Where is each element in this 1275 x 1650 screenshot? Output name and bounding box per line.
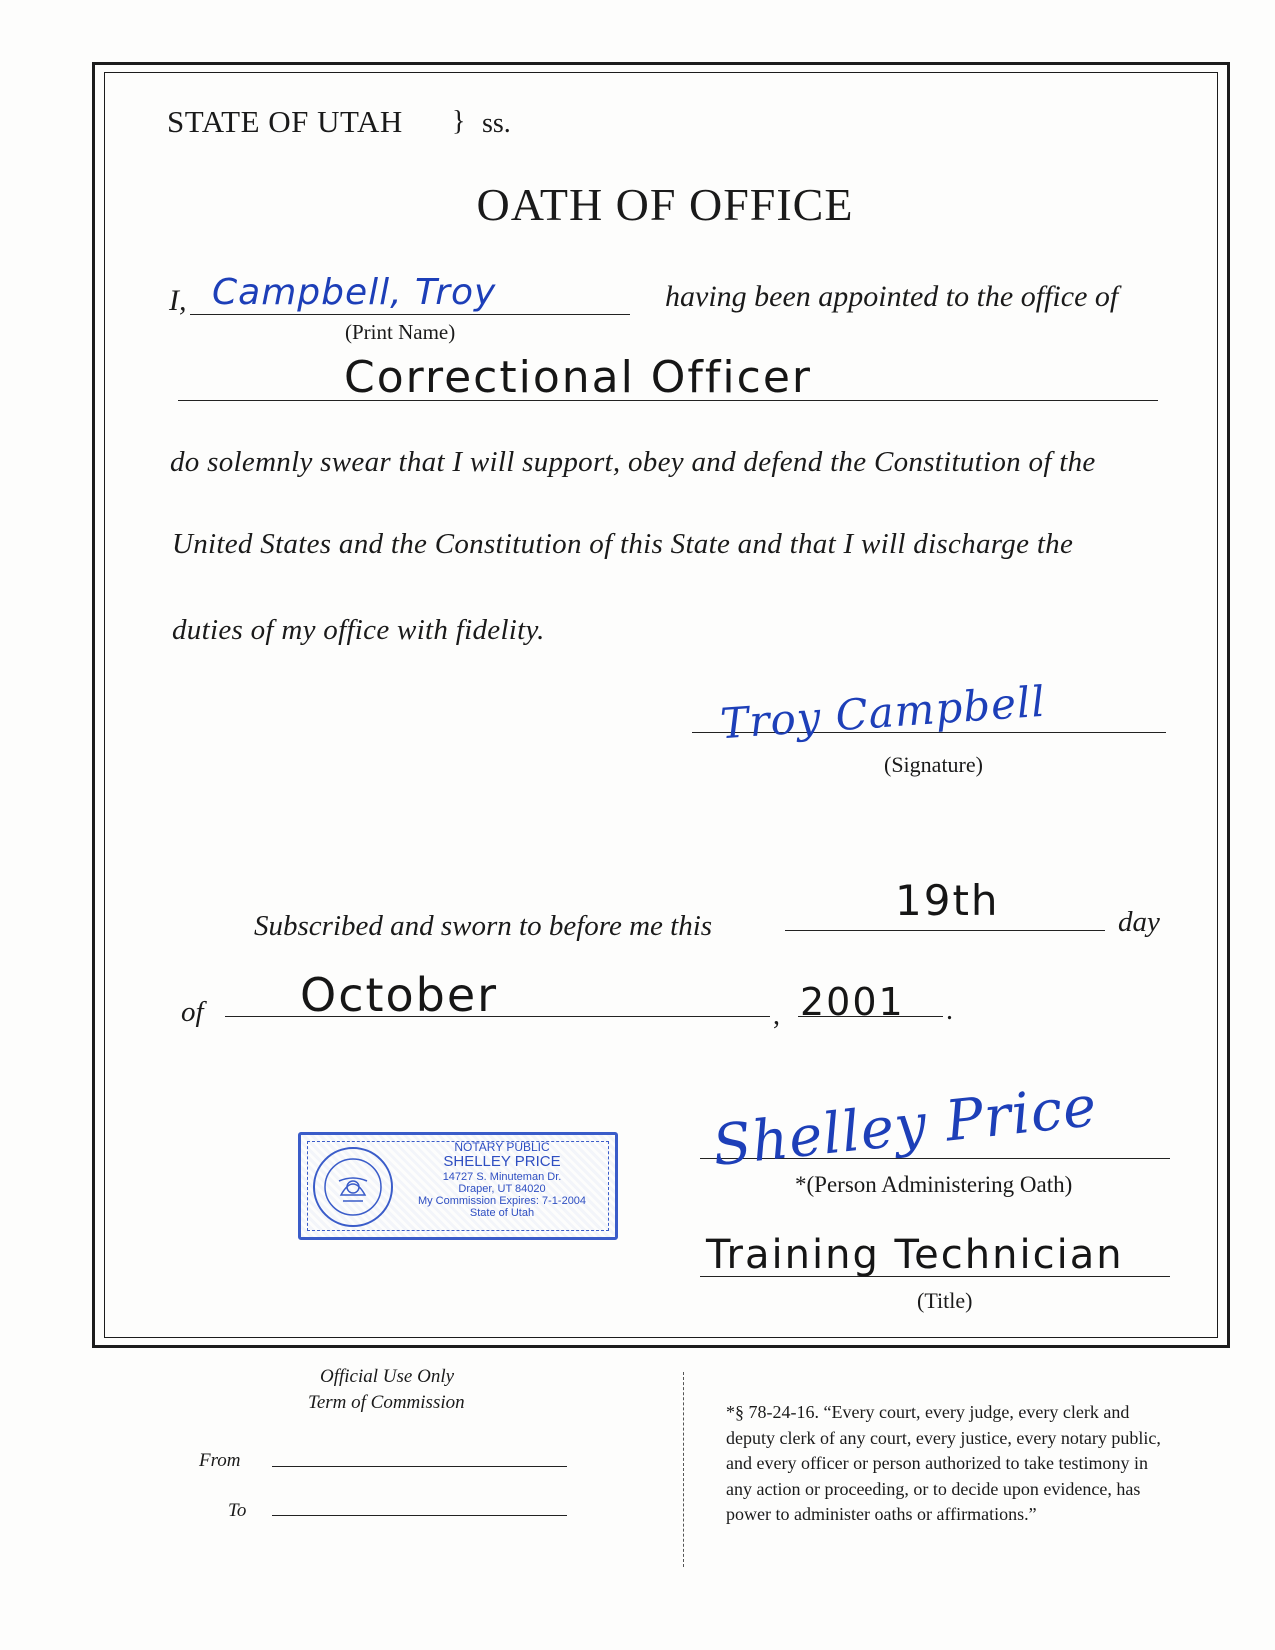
oath-line-3: duties of my office with fidelity. (172, 614, 545, 646)
title-caption: (Title) (917, 1288, 973, 1313)
page-title: OATH OF OFFICE (476, 179, 854, 230)
appointed-text: having been appointed to the office of (665, 280, 1119, 313)
footnote-line-4: any action or proceeding, or to decide upon evidence, has (726, 1478, 1141, 1499)
state-name: STATE OF UTAH (167, 104, 403, 139)
footnote-line-1: *§ 78-24-16. “Every court, every judge, every clerk and (726, 1402, 1130, 1422)
stamp-line-1: NOTARY PUBLIC (454, 1140, 550, 1154)
term-of-commission-heading: Term of Commission (308, 1392, 465, 1413)
signature-caption: (Signature) (884, 752, 983, 777)
subscribed-text: Subscribed and sworn to before me this (254, 910, 713, 942)
name-caption: (Print Name) (345, 320, 456, 344)
month-field-value: October (300, 968, 499, 1022)
year-field-value: 2001 (800, 980, 905, 1024)
header-brace: } (452, 106, 466, 137)
oath-line-2: United States and the Constitution of this State and that I will discharge the (172, 528, 1074, 560)
from-field[interactable] (272, 1466, 567, 1467)
administering-signature-value: Shelley Price (709, 1074, 1101, 1179)
stamp-line-3: 14727 S. Minuteman Dr. (442, 1170, 562, 1183)
month-comma: , (773, 1000, 780, 1031)
stamp-line-2: SHELLEY PRICE (443, 1153, 561, 1171)
state-header (167, 104, 403, 140)
footnote-line-3: and every officer or person authorized to take testimony in (726, 1453, 1149, 1473)
inner-border (104, 72, 1218, 1338)
name-field-value: Campbell, Troy (212, 272, 497, 313)
administering-caption: *(Person Administering Oath) (795, 1172, 1073, 1197)
to-label: To (228, 1500, 247, 1521)
name-line (190, 314, 630, 315)
oath-line-1: do solemnly swear that I will support, obey and defend the Constitution of the (170, 446, 1096, 478)
stamp-line-5: My Commission Expires: 7-1-2004 (417, 1194, 587, 1207)
footer-divider (683, 1372, 684, 1567)
ss-label: ss. (482, 108, 511, 139)
year-period: . (946, 995, 953, 1026)
office-field-value: Correctional Officer (344, 352, 812, 403)
i-prefix: I, (169, 284, 187, 317)
signature-value: Troy Campbell (718, 676, 1048, 749)
utah-seal-icon (311, 1145, 395, 1229)
to-field[interactable] (272, 1515, 567, 1516)
official-use-heading: Official Use Only (320, 1366, 455, 1387)
title-field-value: Training Technician (706, 1232, 1124, 1278)
footnote-line-2: deputy clerk of any court, every justice, every notary public, (726, 1427, 1161, 1448)
stamp-line-4: Draper, UT 84020 (458, 1182, 546, 1195)
stamp-line-6: State of Utah (469, 1206, 535, 1219)
notary-stamp (298, 1132, 618, 1240)
day-line (785, 930, 1105, 931)
footnote-line-5: power to administer oaths or affirmations.” (726, 1504, 1037, 1524)
footnote (726, 1400, 1161, 1528)
of-word: of (181, 996, 204, 1028)
from-label: From (199, 1450, 241, 1471)
day-word: day (1118, 906, 1160, 938)
day-field-value: 19th (895, 876, 1000, 925)
